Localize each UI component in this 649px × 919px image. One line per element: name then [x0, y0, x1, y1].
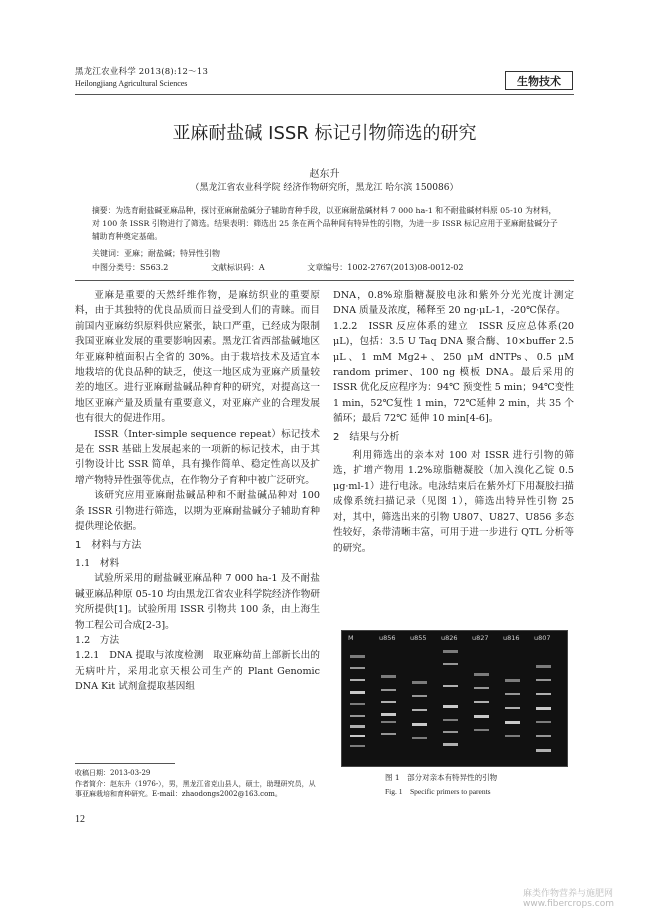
gel-band — [505, 721, 520, 724]
paragraph: 试验所采用的耐盐碱亚麻品种 7 000 ha-1 及不耐盐碱亚麻品种原 05-10 均由黑龙江省农业科学院经济作物研究所提供[1]。试验所用 ISSR 引物共 100 条，由上海生物工程公司合成[2-3]。 — [75, 573, 320, 631]
figure-caption-en: Fig. 1 Specific primers to parents — [385, 787, 491, 796]
gel-band — [381, 733, 396, 735]
author: 赵东升 — [309, 169, 340, 180]
gel-band — [412, 709, 427, 711]
footnote-rule — [75, 763, 175, 764]
subsection-paragraph: 1.2.2 ISSR 反应体系的建立 ISSR 反应总体系(20 μL)，包括：3.5 U Taq DNA 聚合酶、10×buffer 2.5 μL、1 mM Mg2+、250 μM dNTPs、0.5 μM random primer、100 ng 模板 DNA。最后采用的 ISSR 优化反应程序为：94℃ 预变性 5 min；94℃变性 1 min，52℃复性 1 min，72℃延伸 2 min，共 35 个循环；最后 72℃ 延伸 10 min[4-6]。 — [333, 320, 574, 425]
abstract: 摘要：为选育耐盐碱亚麻品种，探讨亚麻耐盐碱分子辅助育种手段，以亚麻耐盐碱材料 7 000 ha-1 和不耐盐碱材料原 05-10 为材料，对 100 条 ISSR 引物进行了筛选。结果表明：筛选出 25 条在两个品种间有特异性的引物，为进一步 ISSR 标记应用于亚麻耐盐碱分子辅助育种奠定基础。 — [92, 206, 558, 241]
gel-band — [505, 735, 520, 737]
right-column — [333, 288, 574, 556]
gel-lane — [536, 645, 551, 763]
footnote-line: 作者简介：赵东升（1976-），男，黑龙江省克山县人，硕士，助理研究员，从事亚麻栽培和育种研究。E-mail：zhaodongs2002@163.com。 — [75, 779, 316, 798]
gel-lane-label: u807 — [534, 634, 551, 642]
gel-lane — [350, 645, 365, 763]
gel-band — [474, 673, 489, 676]
gel-band — [350, 735, 365, 737]
subsection-paragraph: 1.1 材料 — [75, 557, 120, 569]
gel-band — [443, 705, 458, 708]
gel-band — [536, 679, 551, 681]
gel-band — [443, 743, 458, 746]
subsection-paragraph: DNA，0.8%琼脂糖凝胶电泳和紫外分光光度计测定 DNA 质量及浓度，稀释至 20 ng·μL-1，-20℃保存。 — [333, 290, 574, 317]
gel-band — [350, 715, 365, 717]
gel-lane — [443, 645, 458, 763]
footnote-line: 收稿日期：2013-03-29 — [75, 769, 151, 777]
gel-band — [474, 729, 489, 731]
subsection-paragraph: 1.2 方法 — [75, 634, 120, 646]
clc-number: 中图分类号：S563.2 — [92, 263, 169, 272]
paragraph: 该研究应用亚麻耐盐碱品种和不耐盐碱品种对 100 条 ISSR 引物进行筛选，以期为亚麻耐盐碱分子辅助育种提供理论依据。 — [75, 490, 320, 533]
section-tag: 生物技术 — [505, 71, 573, 90]
gel-band — [412, 695, 427, 697]
gel-band — [536, 735, 551, 737]
watermark: 麻类作物营养与施肥网 www.fibercrops.com — [523, 889, 614, 909]
gel-band — [536, 665, 551, 668]
gel-band — [381, 721, 396, 723]
gel-lane-label: u826 — [441, 634, 458, 642]
gel-band — [443, 731, 458, 733]
page-number: 12 — [75, 814, 85, 825]
journal-name-en: Heilongjiang Agricultural Sciences — [75, 79, 188, 88]
gel-band — [443, 663, 458, 665]
gel-lane — [474, 645, 489, 763]
article-number: 文章编号：1002-2767(2013)08-0012-02 — [307, 263, 464, 272]
gel-band — [505, 679, 520, 682]
gel-lane-label: u855 — [410, 634, 427, 642]
gel-lane — [505, 645, 520, 763]
gel-band — [412, 737, 427, 739]
gel-band — [536, 721, 551, 723]
gel-band — [536, 693, 551, 695]
gel-lane-label: M — [348, 634, 354, 642]
header-rule — [75, 94, 574, 95]
gel-lane — [381, 645, 396, 763]
gel-band — [505, 707, 520, 709]
gel-band — [443, 719, 458, 721]
classification-row — [92, 262, 572, 273]
gel-band — [381, 689, 396, 691]
gel-band — [350, 667, 365, 669]
gel-lane — [412, 645, 427, 763]
gel-image — [341, 630, 568, 767]
gel-band — [474, 701, 489, 703]
left-column — [75, 288, 320, 695]
gel-band — [474, 687, 489, 689]
paragraph: ISSR（Inter-simple sequence repeat）标记技术是在 SSR 基础上发展起来的一项新的标记技术，由于其引物设计比 SSR 简单，具有操作简单、稳定性高以及扩增产物特异性强等优点，在作物分子育种中被广泛研究。 — [75, 428, 320, 486]
gel-lane-label: u827 — [472, 634, 489, 642]
section-heading: 2 结果与分析 — [333, 431, 400, 443]
figure-caption: 图 1 部分对亲本有特异性的引物 — [385, 773, 498, 782]
gel-band — [350, 655, 365, 658]
paper-title: 亚麻耐盐碱 ISSR 标记引物筛选的研究 — [172, 123, 477, 144]
gel-band — [350, 725, 365, 728]
gel-lane-label: u816 — [503, 634, 520, 642]
footnote — [75, 768, 320, 800]
paragraph: 亚麻是重要的天然纤维作物，是麻纺织业的重要原料，由于其独特的优良品质而日益受到人们的青睐。而目前国内亚麻纺织原料供应紧张，缺口严重，已经成为限制我国亚麻业发展的重要影响因素。黑龙江省西部盐碱地区年亚麻种植面积占全省的 30%。由于栽培技术及适宜本地栽培的优良品种的缺乏，使这一地区成为亚麻产质量较差的地区。进行亚麻耐盐碱品种育种的研究，对提高这一地区亚麻产量及质量有重要意义，对亚麻产业的合理发展也有很大的促进作用。 — [75, 290, 320, 425]
gel-band — [412, 723, 427, 726]
document-code: 文献标识码：A — [210, 263, 265, 272]
gel-band — [350, 745, 365, 747]
gel-band — [350, 679, 365, 681]
gel-band — [381, 675, 396, 678]
gel-band — [536, 707, 551, 710]
gel-band — [412, 681, 427, 684]
gel-band — [536, 749, 551, 752]
gel-band — [350, 691, 365, 694]
gel-band — [443, 650, 458, 653]
gel-band — [505, 693, 520, 695]
gel-band — [443, 685, 458, 687]
keywords: 关键词：亚麻；耐盐碱；特异性引物 — [92, 249, 220, 258]
section-heading: 1 材料与方法 — [75, 539, 142, 551]
gel-band — [474, 715, 489, 718]
gel-band — [350, 703, 365, 705]
paragraph: 利用筛选出的亲本对 100 对 ISSR 进行引物的筛选，扩增产物用 1.2%琼脂糖凝胶（加入溴化乙锭 0.5 μg·ml-1）进行电泳。电泳结束后在紫外灯下用凝胶扫描成像系统扫描记录（见图 1），筛选出特异性引物 25 对，其中，筛选出来的引物 U807、U827、U856 多态性较好，条带清晰丰富，可用于进一步进行 QTL 分析等的研究。 — [333, 450, 574, 554]
abstract-rule — [75, 280, 574, 281]
gel-band — [381, 701, 396, 703]
gel-lane-label: u856 — [379, 634, 396, 642]
affiliation: （黑龙江省农业科学院 经济作物研究所，黑龙江 哈尔滨 150086） — [190, 183, 459, 193]
journal-name: 黑龙江农业科学 2013(8):12～13 — [75, 67, 209, 77]
gel-band — [381, 713, 396, 716]
subsection-paragraph: 1.2.1 DNA 提取与浓度检测 取亚麻幼苗上部新长出的无病叶片，采用北京天根公司生产的 Plant Genomic DNA Kit 试剂盒提取基因组 — [75, 650, 320, 693]
